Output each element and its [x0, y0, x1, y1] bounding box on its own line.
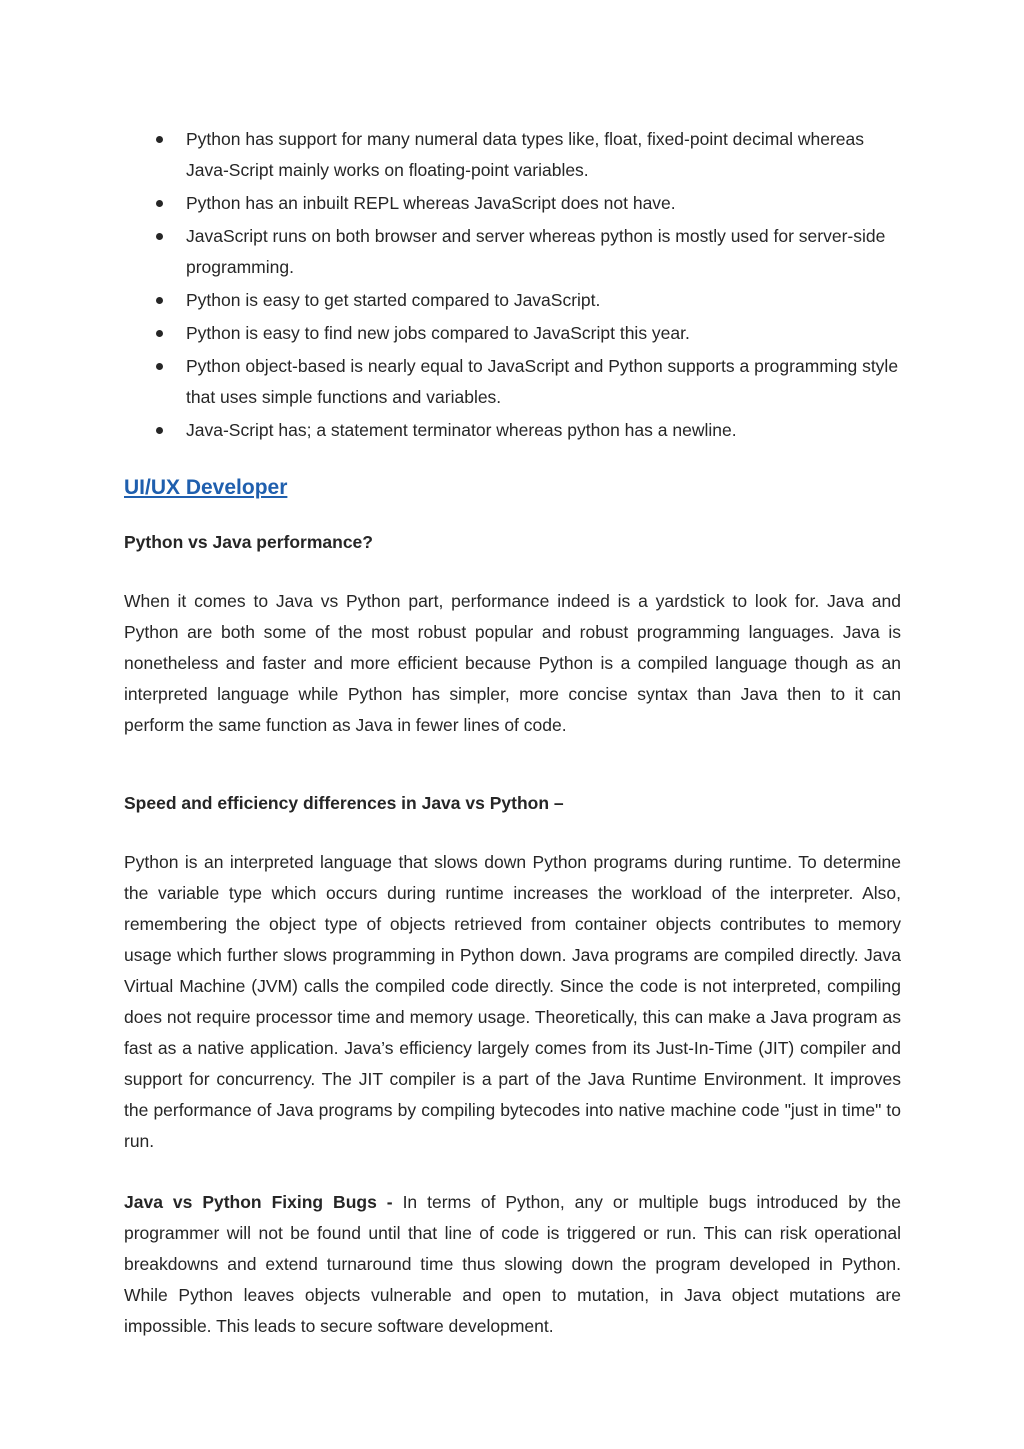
- list-item: [124, 318, 901, 349]
- list-item-text: Python is easy to find new jobs compared to JavaScript this year.: [186, 323, 690, 343]
- bullet-icon: [156, 136, 163, 143]
- performance-paragraph: When it comes to Java vs Python part, performance indeed is a yardstick to look for. Java and Python are both some of the most robust popular and robust programming languages. Java is nonetheless and faster and more efficient because Python is a compiled language though as an interpreted language while Python has simpler, more concise syntax than Java then to it can perform the same function as Java in fewer lines of code.: [124, 591, 901, 735]
- list-item-text: Python has an inbuilt REPL whereas JavaScript does not have.: [186, 193, 676, 213]
- ui-ux-developer-link[interactable]: UI/UX Developer: [124, 476, 288, 499]
- list-item-text: Python object-based is nearly equal to JavaScript and Python supports a programming style that uses simple functions and variables.: [186, 356, 899, 407]
- bullet-icon: [156, 297, 163, 304]
- list-item: [124, 124, 901, 186]
- list-item: [124, 351, 901, 413]
- fixing-bugs-body: In terms of Python, any or multiple bugs introduced by the programmer will not be found until that line of code is triggered or run. This can risk operational breakdowns and extend turnaround time thus slowing down the program developed in Python. While Python leaves objects vulnerable and open to mutation, in Java object mutations are impossible. This leads to secure software development.: [124, 1192, 901, 1336]
- list-item: [124, 221, 901, 283]
- comparison-bullet-list: [124, 124, 901, 446]
- list-item-text: Java-Script has; a statement terminator whereas python has a newline.: [186, 420, 737, 440]
- list-item-text: Python has support for many numeral data types like, float, fixed-point decimal whereas Java-Script mainly works on floating-point variables.: [186, 129, 864, 180]
- document-page: [124, 124, 901, 1342]
- fixing-bugs-paragraph: [124, 1187, 901, 1342]
- bullet-icon: [156, 427, 163, 434]
- speed-efficiency-heading: Speed and efficiency differences in Java vs Python –: [124, 793, 564, 813]
- list-item-text: JavaScript runs on both browser and server whereas python is mostly used for server-side programming.: [186, 226, 886, 277]
- list-item: [124, 285, 901, 316]
- list-item: [124, 188, 901, 219]
- fixing-bugs-lead: Java vs Python Fixing Bugs -: [124, 1192, 393, 1212]
- performance-heading: Python vs Java performance?: [124, 532, 373, 552]
- speed-efficiency-paragraph: Python is an interpreted language that slows down Python programs during runtime. To determine the variable type which occurs during runtime increases the workload of the interpreter. Also, remembering the object type of objects retrieved from container objects contributes to memory usage which further slows programming in Python down. Java programs are compiled directly. Java Virtual Machine (JVM) calls the compiled code directly. Since the code is not interpreted, compiling does not require processor time and memory usage. Theoretically, this can make a Java program as fast as a native application. Java’s efficiency largely comes from its Just-In-Time (JIT) compiler and support for concurrency. The JIT compiler is a part of the Java Runtime Environment. It improves the performance of Java programs by compiling bytecodes into native machine code "just in time" to run.: [124, 852, 901, 1151]
- list-item: [124, 415, 901, 446]
- list-item-text: Python is easy to get started compared to JavaScript.: [186, 290, 601, 310]
- bullet-icon: [156, 330, 163, 337]
- bullet-icon: [156, 363, 163, 370]
- bullet-icon: [156, 233, 163, 240]
- bullet-icon: [156, 200, 163, 207]
